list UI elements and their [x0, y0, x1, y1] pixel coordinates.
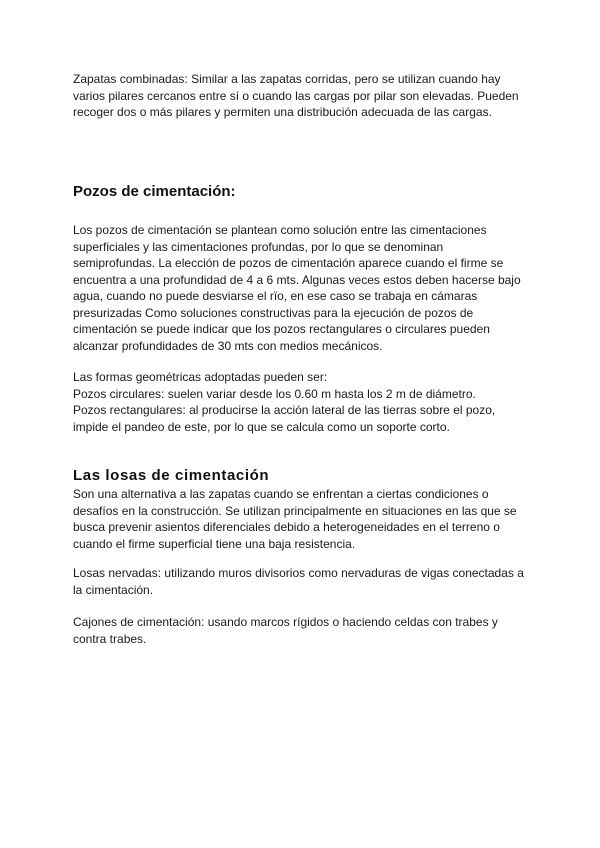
pozos-forms-section — [73, 369, 533, 435]
losas-paragraph-1: Son una alternativa a las zapatas cuando se enfrentan a ciertas condiciones o desafíos en la construcción. Se utilizan principalmente en situaciones en las que se busca prevenir asientos diferenciales debido a heterogeneidades en el terreno o cuando el firme superficial tiene una baja resistencia. — [73, 487, 517, 551]
losas-paragraph-3: Cajones de cimentación: usando marcos rígidos o haciendo celdas con trabes y contra trabes. — [73, 615, 498, 646]
intro-paragraph: Zapatas combinadas: Similar a las zapatas corridas, pero se utilizan cuando hay varios pilares cercanos entre sí o cuando las cargas por pilar son elevadas. Pueden recoger dos o más pilares y permiten una distribución adecuada de las cargas. — [73, 72, 519, 119]
pozos-paragraph-1: Los pozos de cimentación se plantean como solución entre las cimentaciones superficiales y las cimentaciones profundas, por lo que se denominan semiprofundas. La elección de pozos de cimentación aparece cuando el firme se encuentra a una profundidad de 4 a 6 mts. Algunas veces estos deben hacerse bajo agua, cuando no puede desviarse el rïo, en ese caso se trabaja en cámaras presurizadas Como soluciones constructivas para la ejecución de pozos de cimentación se puede indicar que los pozos rectangulares o circulares pueden alcanzar profundidades de 30 mts con medios mecánicos. — [73, 223, 521, 353]
losas-section — [73, 486, 533, 552]
cajones-section — [73, 614, 533, 647]
pozos-section — [73, 222, 533, 354]
losas-paragraph-2: Losas nervadas: utilizando muros divisorios como nervaduras de vigas conectadas a la cimentación. — [73, 566, 524, 597]
pozos-heading: Pozos de cimentación: — [73, 183, 236, 200]
losas-nervadas-section — [73, 565, 533, 598]
pozos-paragraph-2: Las formas geométricas adoptadas pueden ser: Pozos circulares: suelen variar desde los 0.60 m hasta los 2 m de diámetro. Pozos rectangulares: al producirse la acción lateral de las tierras sobre el pozo, impide el pandeo de este, por lo que se calcula como un soporte corto. — [73, 370, 496, 434]
intro-section — [73, 71, 533, 121]
pozos-heading-block — [73, 182, 533, 202]
losas-heading: Las losas de cimentación — [73, 467, 270, 484]
losas-heading-block — [73, 466, 533, 486]
